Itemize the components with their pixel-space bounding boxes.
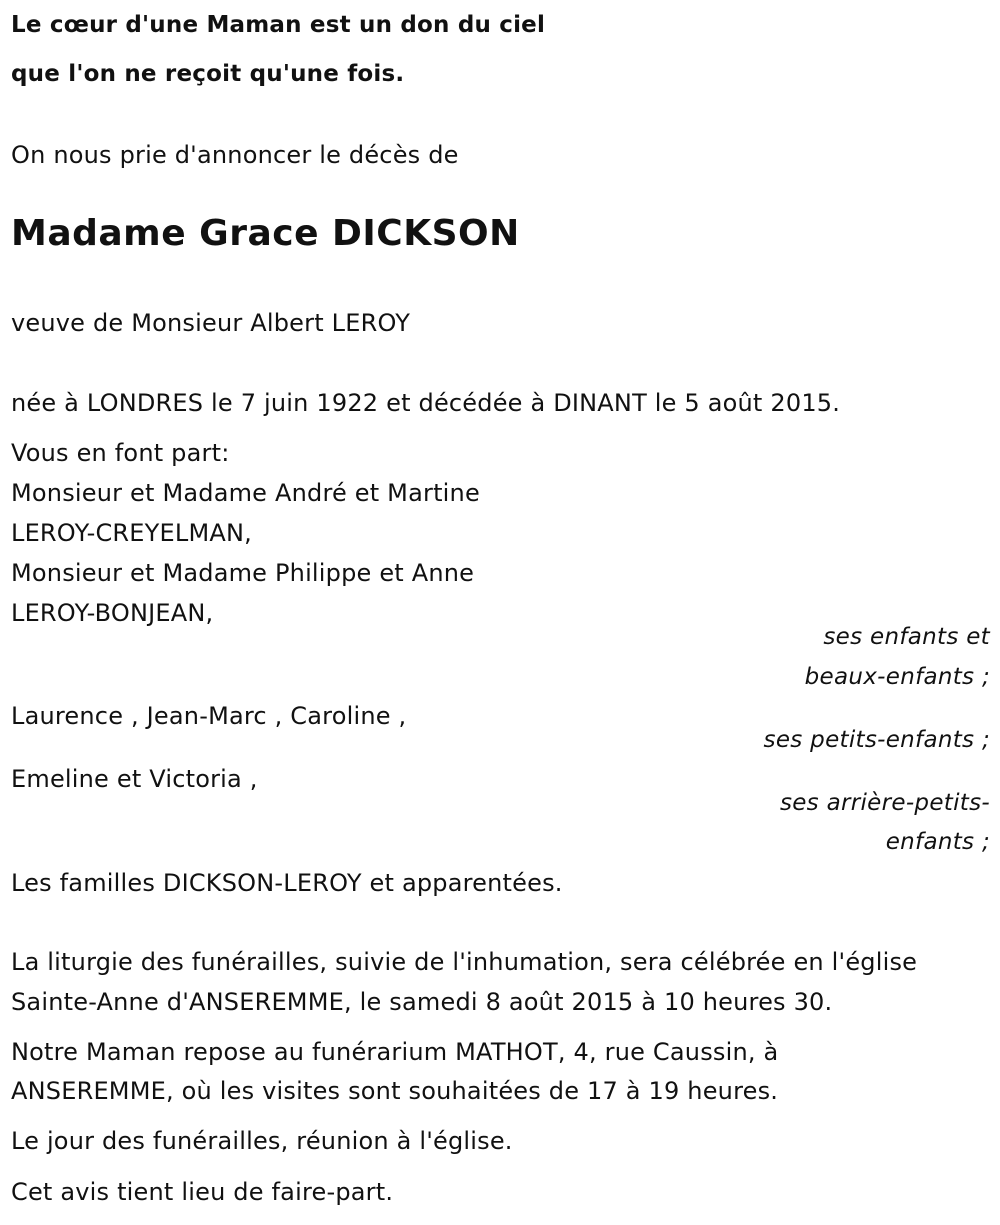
intro-text: On nous prie d'annoncer le décès de	[11, 141, 459, 169]
announcers-intro: Vous en font part:	[11, 439, 230, 467]
quote-line-2: que l'on ne reçoit qu'une fois.	[11, 61, 405, 87]
birth-death-line: née à LONDRES le 7 juin 1922 et décédée à DINANT le 5 août 2015.	[11, 389, 841, 417]
great-grandchildren-role-line-2: enfants ;	[885, 829, 990, 855]
quote-line-1: Le cœur d'une Maman est un don du ciel	[11, 12, 546, 38]
children-role-line-1: ses enfants et	[823, 624, 990, 650]
children-line-4: LEROY-BONJEAN,	[11, 599, 214, 627]
rest-line-2: ANSEREMME, où les visites sont souhaitées de 17 à 19 heures.	[11, 1077, 779, 1105]
meeting-line: Le jour des funérailles, réunion à l'église.	[11, 1127, 513, 1155]
children-line-2: LEROY-CREYELMAN,	[11, 519, 252, 547]
children-line-1: Monsieur et Madame André et Martine	[11, 479, 480, 507]
funeral-line-1: La liturgie des funérailles, suivie de l'inhumation, sera célébrée en l'église	[11, 948, 918, 976]
closing-line: Cet avis tient lieu de faire-part.	[11, 1178, 394, 1206]
funeral-line-2: Sainte-Anne d'ANSEREMME, le samedi 8 août 2015 à 10 heures 30.	[11, 988, 833, 1016]
children-role-line-2: beaux-enfants ;	[804, 664, 990, 690]
children-line-3: Monsieur et Madame Philippe et Anne	[11, 559, 475, 587]
rest-line-1: Notre Maman repose au funérarium MATHOT, 4, rue Caussin, à	[11, 1038, 779, 1066]
deceased-name: Madame Grace DICKSON	[11, 213, 520, 254]
great-grandchildren-role-line-1: ses arrière-petits-	[779, 790, 990, 816]
grandchildren-role: ses petits-enfants ;	[763, 727, 990, 753]
families-line: Les familles DICKSON-LEROY et apparentées.	[11, 869, 563, 897]
widow-of: veuve de Monsieur Albert LEROY	[11, 309, 411, 337]
great-grandchildren-names: Emeline et Victoria ,	[11, 765, 258, 793]
grandchildren-names: Laurence , Jean-Marc , Caroline ,	[11, 702, 407, 730]
